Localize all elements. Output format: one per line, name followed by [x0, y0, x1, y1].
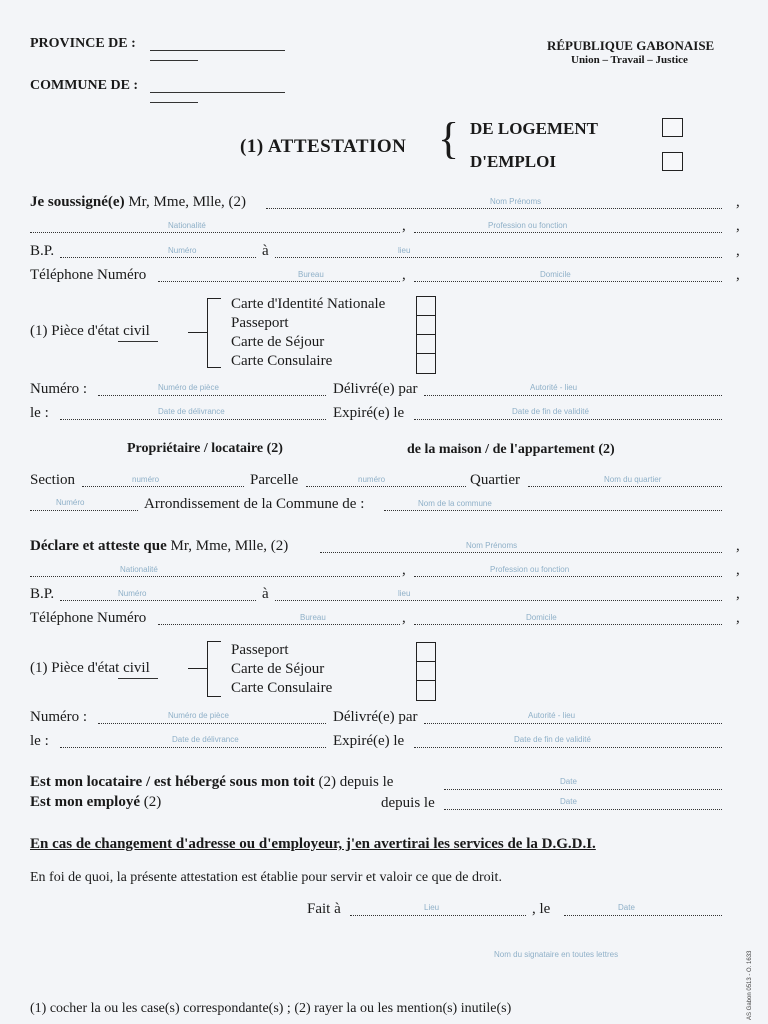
checkbox-sejour[interactable]	[417, 335, 435, 354]
le-label-2: le :	[30, 733, 49, 749]
nationalite-field[interactable]	[30, 232, 400, 233]
section-label: Section	[30, 472, 75, 488]
fait-a-label: Fait à	[307, 901, 341, 917]
checkbox-consulaire[interactable]	[417, 354, 435, 373]
emploi-checkbox[interactable]	[662, 152, 683, 171]
employe-line	[30, 794, 161, 811]
hint-numero-piece-1: Numéro de pièce	[158, 383, 219, 392]
piece-underline-2	[118, 678, 158, 679]
arrondissement-label: Arrondissement de la Commune de :	[144, 496, 365, 512]
piece-bracket-1	[207, 298, 221, 368]
employe-label: Est mon employé	[30, 794, 140, 810]
parcelle-label: Parcelle	[250, 472, 299, 488]
commune-field-arr[interactable]	[384, 510, 722, 511]
expire-label-1: Expiré(e) le	[333, 405, 405, 421]
telephone-label: Téléphone Numéro	[30, 267, 147, 283]
hint-nom: Nom Prénoms	[490, 197, 542, 206]
option-logement-label: DE LOGEMENT	[470, 119, 598, 138]
hint-arrondissement-numero: Numéro	[56, 498, 85, 507]
hint-domicile: Domicile	[540, 270, 571, 279]
house-label: de la maison / de l'appartement (2)	[407, 442, 615, 457]
date-fin-field-1[interactable]	[414, 419, 722, 420]
foi-text: En foi de quoi, la présente attestation est établie pour servir et valoir ce que de droit.	[30, 870, 502, 885]
piece-cin: Carte d'Identité Nationale	[231, 296, 386, 312]
piece-bracket-2	[207, 641, 221, 697]
commune-field[interactable]	[150, 92, 285, 93]
province-label: PROVINCE DE :	[30, 36, 136, 51]
profession-field-2[interactable]	[414, 576, 722, 577]
declare-label: Déclare et atteste que	[30, 538, 167, 554]
delivre-label-2: Délivré(e) par	[333, 709, 418, 725]
piece2-consulaire: Carte Consulaire	[231, 680, 333, 696]
hint-date-employe: Date	[560, 797, 577, 806]
hint-lieu: lieu	[398, 246, 411, 255]
parcelle-field[interactable]	[306, 486, 466, 487]
locataire-date-field[interactable]	[444, 789, 722, 790]
footer-note: (1) cocher la ou les case(s) correspondante(s) ; (2) rayer la ou les mention(s) inutile(s)	[30, 1001, 512, 1016]
checkbox2-sejour[interactable]	[417, 662, 435, 681]
a-label-2: à	[262, 586, 269, 602]
bp-label: B.P.	[30, 243, 55, 259]
hint-profession: Profession ou fonction	[488, 221, 568, 230]
telephone-label-2: Téléphone Numéro	[30, 610, 147, 626]
soussigne-civility: Mr, Mme, Mlle, (2)	[128, 194, 247, 210]
nationalite-field-2[interactable]	[30, 576, 400, 577]
piece-checkboxes-1[interactable]	[416, 296, 436, 374]
declare-name-field[interactable]	[320, 552, 722, 553]
hint-date-fin-1: Date de fin de validité	[512, 407, 589, 416]
bp-label-2: B.P.	[30, 586, 55, 602]
soussigne-line	[30, 194, 246, 211]
bp-lieu-field[interactable]	[275, 257, 722, 258]
fait-le-field[interactable]	[564, 915, 722, 916]
commune-underline	[150, 102, 198, 103]
title-brace: {	[438, 114, 460, 163]
hint-date-fin-2: Date de fin de validité	[514, 735, 591, 744]
hint-date-delivrance-1: Date de délivrance	[158, 407, 225, 416]
hint-section-numero: numéro	[132, 475, 160, 484]
tel-bureau-field-2[interactable]	[158, 624, 400, 625]
hint-nationalite: Nationalité	[168, 221, 206, 230]
logement-checkbox[interactable]	[662, 118, 683, 137]
hint-date-locataire: Date	[560, 777, 577, 786]
piece-checkboxes-2[interactable]	[416, 642, 436, 701]
profession-field[interactable]	[414, 232, 722, 233]
employe-note: (2)	[143, 794, 162, 810]
hint-numero-piece-2: Numéro de pièce	[168, 711, 229, 720]
hint-nationalite-2: Nationalité	[120, 565, 158, 574]
piece-underline-1	[118, 341, 158, 342]
hint-nom-2: Nom Prénoms	[466, 541, 518, 550]
hint-autorite-1: Autorité - lieu	[530, 383, 578, 392]
hint-domicile-2: Domicile	[526, 613, 557, 622]
piece-label-1: (1) Pièce d'état civil	[30, 323, 150, 339]
fait-le-label: , le	[532, 901, 551, 917]
numero-piece-field-1[interactable]	[98, 395, 326, 396]
bp-lieu-field-2[interactable]	[275, 600, 722, 601]
locataire-label: Est mon locataire / est hébergé sous mon toit	[30, 774, 315, 790]
soussigne-name-field[interactable]	[266, 208, 722, 209]
hint-profession-2: Profession ou fonction	[490, 565, 570, 574]
locataire-line	[30, 774, 393, 791]
hint-lieu-2: lieu	[398, 589, 411, 598]
delivre-label-1: Délivré(e) par	[333, 381, 418, 397]
date-delivrance-field-2[interactable]	[60, 747, 326, 748]
hint-parcelle-numero: numéro	[358, 475, 386, 484]
attestation-title: (1) ATTESTATION	[240, 136, 407, 157]
hint-date-delivrance-2: Date de délivrance	[172, 735, 239, 744]
province-field[interactable]	[150, 50, 285, 51]
piece-consulaire: Carte Consulaire	[231, 353, 333, 369]
side-code: AS Gabon 0513 - O. 1633	[747, 950, 753, 1020]
piece2-passeport: Passeport	[231, 642, 289, 658]
bp-field-2[interactable]	[60, 600, 256, 601]
quartier-field[interactable]	[528, 486, 722, 487]
a-label: à	[262, 243, 269, 259]
numero-piece-field-2[interactable]	[98, 723, 326, 724]
option-emploi-label: D'EMPLOI	[470, 152, 556, 171]
section-field[interactable]	[82, 486, 244, 487]
hint-lieu-fait: Lieu	[424, 903, 440, 912]
fait-a-field[interactable]	[350, 915, 526, 916]
depuis-label: depuis le	[381, 795, 435, 811]
warning-text: En cas de changement d'adresse ou d'employeur, j'en avertirai les services de la D.G.D.I.	[30, 836, 596, 852]
employe-date-field[interactable]	[444, 809, 722, 810]
republic-title: RÉPUBLIQUE GABONAISE	[547, 38, 715, 53]
hint-bureau-2: Bureau	[300, 613, 326, 622]
piece2-sejour: Carte de Séjour	[231, 661, 325, 677]
checkbox2-consulaire[interactable]	[417, 681, 435, 700]
numero-label-1: Numéro :	[30, 381, 88, 397]
hint-commune: Nom de la commune	[418, 499, 492, 508]
commune-label: COMMUNE DE :	[30, 78, 139, 93]
checkbox-passeport[interactable]	[417, 316, 435, 335]
tel-domicile-field-2[interactable]	[414, 624, 722, 625]
piece-passeport: Passeport	[231, 315, 289, 331]
tel-bureau-field[interactable]	[158, 281, 400, 282]
delivre-field-1[interactable]	[424, 395, 722, 396]
checkbox2-passeport[interactable]	[417, 643, 435, 662]
bp-field[interactable]	[60, 257, 256, 258]
expire-label-2: Expiré(e) le	[333, 733, 405, 749]
motto: Union – Travail – Justice	[571, 54, 688, 66]
declare-civility: Mr, Mme, Mlle, (2)	[170, 538, 289, 554]
hint-autorite-2: Autorité - lieu	[528, 711, 576, 720]
soussigne-label: Je soussigné(e)	[30, 194, 125, 210]
numero-label-2: Numéro :	[30, 709, 88, 725]
hint-date-fait: Date	[618, 903, 635, 912]
hint-numero-2: Numéro	[118, 589, 147, 598]
province-underline	[150, 60, 198, 61]
declare-line	[30, 538, 288, 555]
piece-sejour: Carte de Séjour	[231, 334, 325, 350]
hint-bureau: Bureau	[298, 270, 324, 279]
delivre-field-2[interactable]	[424, 723, 722, 724]
owner-label: Propriétaire / locataire (2)	[127, 441, 283, 456]
hint-signature: Nom du signataire en toutes lettres	[494, 950, 619, 959]
locataire-note: (2) depuis le	[318, 774, 394, 790]
checkbox-cin[interactable]	[417, 297, 435, 316]
hint-numero: Numéro	[168, 246, 197, 255]
date-delivrance-field-1[interactable]	[60, 419, 326, 420]
le-label-1: le :	[30, 405, 49, 421]
tel-domicile-field[interactable]	[414, 281, 722, 282]
date-fin-field-2[interactable]	[414, 747, 722, 748]
piece-label-2: (1) Pièce d'état civil	[30, 660, 150, 676]
hint-quartier: Nom du quartier	[604, 475, 662, 484]
quartier-label: Quartier	[470, 472, 520, 488]
arrondissement-numero-field[interactable]	[30, 510, 138, 511]
